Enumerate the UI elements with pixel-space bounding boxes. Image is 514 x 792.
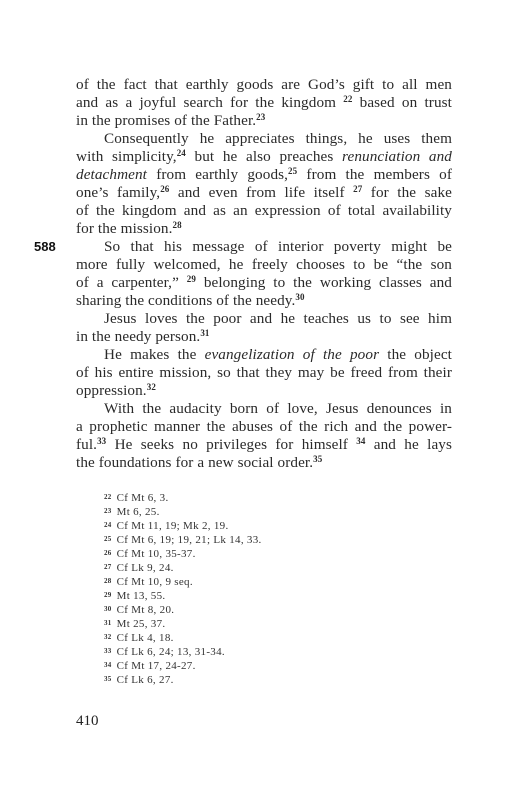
footnote-text: Cf Lk 6, 24; 13, 31-34.	[116, 646, 225, 658]
footnote-ref: 34	[356, 436, 366, 446]
footnote-text: Cf Mt 8, 20.	[116, 604, 175, 616]
text: and he lays	[365, 436, 452, 453]
text: more fully welcomed, he freely chooses to be “the son	[76, 256, 452, 273]
footnote-text: Mt 25, 37.	[116, 618, 166, 630]
footnote-mark: 24	[104, 521, 112, 529]
footnote	[104, 547, 364, 561]
body-line	[76, 184, 452, 202]
body-line	[76, 94, 452, 112]
footnote-ref: 31	[200, 328, 210, 338]
text: from earthly goods,	[147, 166, 289, 183]
footnote-ref: 33	[97, 436, 107, 446]
footnote-mark: 31	[104, 619, 112, 627]
footnote-text: Cf Mt 6, 3.	[116, 492, 169, 504]
footnote	[104, 617, 364, 631]
footnote-mark: 26	[104, 549, 112, 557]
margin-paragraph-number: 588	[34, 239, 56, 254]
text: He seeks no privileges for himself	[106, 436, 357, 453]
footnote-text: Cf Mt 10, 35-37.	[116, 548, 196, 560]
footnote-ref: 28	[172, 220, 182, 230]
text: in the promises of the Father.	[76, 112, 257, 129]
footnote-text: Mt 13, 55.	[116, 590, 166, 602]
footnote-text: Cf Mt 6, 19; 19, 21; Lk 14, 33.	[116, 534, 262, 546]
text: based on trust	[352, 94, 452, 111]
text: belonging to the working classes and	[195, 274, 452, 291]
footnote-ref: 22	[343, 94, 353, 104]
body-line	[76, 256, 452, 274]
footnote-mark: 35	[104, 675, 112, 683]
text: Consequently he appreciates things, he uses them	[104, 130, 452, 147]
body-line	[76, 238, 452, 256]
footnote-ref: 29	[186, 274, 196, 284]
text: sharing the conditions of the needy.	[76, 292, 296, 309]
body-line	[76, 148, 452, 166]
body-line	[76, 112, 452, 130]
body-line	[76, 310, 452, 328]
body-line	[76, 436, 452, 454]
footnote-mark: 32	[104, 633, 112, 641]
body-line	[76, 328, 452, 346]
text: with simplicity,	[76, 148, 177, 165]
footnote-ref: 25	[288, 166, 298, 176]
italic-text: renunciation and	[342, 148, 452, 165]
body-line	[76, 166, 452, 184]
footnote	[104, 659, 364, 673]
text: from the members of	[297, 166, 452, 183]
footnote	[104, 603, 364, 617]
text: of the fact that earthly goods are God’s gift to all men	[76, 76, 452, 93]
text: of a carpenter,”	[76, 274, 187, 291]
body-line	[76, 220, 452, 238]
footnote-text: Cf Mt 10, 9 seq.	[116, 576, 193, 588]
footnote-ref: 23	[256, 112, 266, 122]
text: Jesus loves the poor and he teaches us to see him	[104, 310, 452, 327]
footnote-ref: 32	[146, 382, 156, 392]
footnote	[104, 519, 364, 533]
footnote	[104, 491, 364, 505]
body-line	[76, 292, 452, 310]
footnote-mark: 29	[104, 591, 112, 599]
text: of the kingdom and as an expression of total availability	[76, 202, 452, 219]
footnote-mark: 22	[104, 493, 112, 501]
text: of his entire mission, so that they may be freed from their	[76, 364, 452, 381]
text: but he also preaches	[185, 148, 343, 165]
footnote	[104, 631, 364, 645]
footnote	[104, 533, 364, 547]
text: and even from life itself	[169, 184, 354, 201]
page-number: 410	[76, 713, 99, 729]
text: oppression.	[76, 382, 147, 399]
body-line	[76, 130, 452, 148]
text: for the sake	[362, 184, 452, 201]
footnote-mark: 25	[104, 535, 112, 543]
body-line	[76, 346, 452, 364]
body-line	[76, 382, 452, 400]
footnote-ref: 35	[313, 454, 323, 464]
text: He makes the	[104, 346, 205, 363]
text: ful.	[76, 436, 98, 453]
footnote-mark: 28	[104, 577, 112, 585]
footnote	[104, 673, 364, 687]
footnote-ref: 24	[176, 148, 186, 158]
italic-text: evangelization of the poor	[204, 346, 380, 363]
body-line	[76, 364, 452, 382]
text: the object	[379, 346, 452, 363]
footnote	[104, 505, 364, 519]
text: in the needy person.	[76, 328, 201, 345]
footnote	[104, 575, 364, 589]
footnote-text: Cf Lk 4, 18.	[116, 632, 174, 644]
footnote	[104, 561, 364, 575]
footnote-mark: 34	[104, 661, 112, 669]
body-line	[76, 418, 452, 436]
footnote-mark: 27	[104, 563, 112, 571]
footnote-mark: 23	[104, 507, 112, 515]
footnote	[104, 589, 364, 603]
footnote-text: Cf Lk 9, 24.	[116, 562, 174, 574]
footnote-mark: 33	[104, 647, 112, 655]
footnote-text: Cf Lk 6, 27.	[116, 674, 174, 686]
footnote	[104, 645, 364, 659]
footnote-ref: 30	[295, 292, 305, 302]
text: a prophetic manner the abuses of the rich and the power-	[76, 418, 452, 435]
body-line	[76, 454, 452, 472]
text: for the mission.	[76, 220, 173, 237]
body-line	[76, 76, 452, 94]
body-line	[76, 400, 452, 418]
footnote-text: Cf Mt 11, 19; Mk 2, 19.	[116, 520, 229, 532]
footnote-ref: 26	[160, 184, 170, 194]
italic-text: detachment	[76, 166, 148, 183]
footnote-text: Cf Mt 17, 24-27.	[116, 660, 196, 672]
text: So that his message of interior poverty might be	[104, 238, 452, 255]
footnote-ref: 27	[353, 184, 363, 194]
text: the foundations for a new social order.	[76, 454, 314, 471]
body-line	[76, 274, 452, 292]
footnote-mark: 30	[104, 605, 112, 613]
body-line	[76, 202, 452, 220]
footnote-text: Mt 6, 25.	[116, 506, 160, 518]
text: With the audacity born of love, Jesus denounces in	[104, 400, 452, 417]
text: one’s family,	[76, 184, 161, 201]
text: and as a joyful search for the kingdom	[76, 94, 344, 111]
